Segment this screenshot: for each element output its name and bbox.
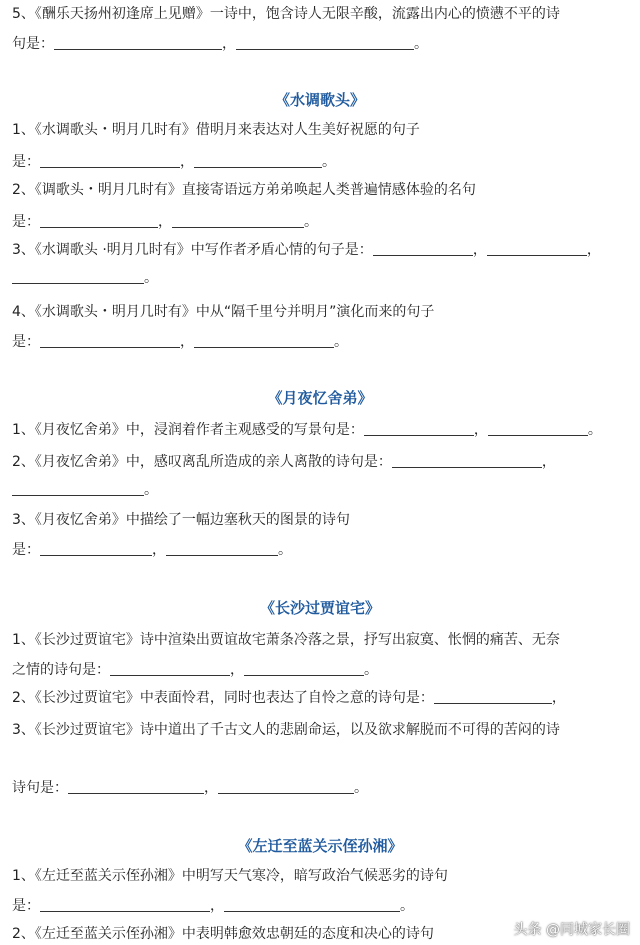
answer-line: 句是： ， 。 bbox=[12, 36, 428, 52]
blank[interactable] bbox=[68, 779, 204, 794]
answer-line: 是： ， 。 bbox=[12, 154, 336, 170]
question-text: 3、《水调歌头 ·明月几时有》中写作者矛盾心情的句子是： ， ， bbox=[12, 242, 601, 258]
question-text: 5、《酬乐天扬州初逢席上见赠》一诗中，饱含诗人无限辛酸，流露出内心的愤懑不平的诗 bbox=[12, 6, 560, 22]
blank[interactable] bbox=[40, 153, 180, 168]
blank[interactable] bbox=[487, 241, 587, 256]
question-text: 1、《左迁至蓝关示侄孙湘》中明写天气寒冷，暗写政治气候恶劣的诗句 bbox=[12, 868, 448, 884]
blank[interactable] bbox=[110, 661, 230, 676]
blank[interactable] bbox=[172, 213, 304, 228]
answer-line: 是： ， 。 bbox=[12, 214, 318, 230]
answer-line: 诗句是： ， 。 bbox=[12, 780, 368, 796]
question-text: 3、《月夜忆舍弟》中描绘了一幅边塞秋天的图景的诗句 bbox=[12, 512, 350, 528]
blank[interactable] bbox=[244, 661, 364, 676]
answer-line: 。 bbox=[12, 480, 158, 500]
blank[interactable] bbox=[224, 897, 400, 912]
blank[interactable] bbox=[373, 241, 473, 256]
blank[interactable] bbox=[12, 269, 144, 284]
section-title: 《月夜忆舍弟》 bbox=[267, 389, 373, 407]
blank[interactable] bbox=[40, 897, 210, 912]
blank[interactable] bbox=[364, 421, 474, 436]
question-text: 3、《长沙过贾谊宅》诗中道出了千古文人的悲剧命运，以及欲求解脱而不可得的苦闷的诗 bbox=[12, 722, 560, 738]
question-text: 2、《调歌头・明月几时有》直接寄语远方弟弟唤起人类普遍情感体验的名句 bbox=[12, 182, 476, 198]
question-text: 1、《月夜忆舍弟》中，浸润着作者主观感受的写景句是： ， 。 bbox=[12, 422, 602, 438]
blank[interactable] bbox=[434, 689, 552, 704]
blank[interactable] bbox=[40, 333, 180, 348]
blank[interactable] bbox=[488, 421, 588, 436]
answer-line: 是： ， 。 bbox=[12, 898, 414, 914]
section-title: 《水调歌头》 bbox=[274, 91, 365, 109]
blank[interactable] bbox=[194, 153, 322, 168]
blank[interactable] bbox=[218, 779, 354, 794]
blank[interactable] bbox=[392, 453, 542, 468]
blank[interactable] bbox=[40, 213, 158, 228]
question-text: 2、《月夜忆舍弟》中，感叹离乱所造成的亲人离散的诗句是： ， bbox=[12, 454, 556, 470]
question-text: 1、《水调歌头・明月几时有》借明月来表达对人生美好祝愿的句子 bbox=[12, 122, 420, 138]
blank[interactable] bbox=[40, 541, 152, 556]
section-title: 《左迁至蓝关示侄孙湘》 bbox=[237, 837, 403, 855]
question-text: 1、《长沙过贾谊宅》诗中渲染出贾谊故宅萧条冷落之景，抒写出寂寞、怅惘的痛苦、无奈 bbox=[12, 632, 560, 648]
watermark: 头条 @同城家长圈 bbox=[513, 922, 630, 938]
question-text: 4、《水调歌头・明月几时有》中从“隔千里兮并明月”演化而来的句子 bbox=[12, 304, 435, 320]
answer-line: 之情的诗句是： ， 。 bbox=[12, 662, 378, 678]
blank[interactable] bbox=[54, 35, 222, 50]
question-text: 2、《长沙过贾谊宅》中表面怜君，同时也表达了自怜之意的诗句是： ， bbox=[12, 690, 566, 706]
question-text: 2、《左迁至蓝关示侄孙湘》中表明韩愈效忠朝廷的态度和决心的诗句 bbox=[12, 926, 434, 942]
answer-line: 是： ， 。 bbox=[12, 542, 292, 558]
answer-line: 是： ， 。 bbox=[12, 334, 348, 350]
blank[interactable] bbox=[194, 333, 334, 348]
section-title: 《长沙过贾谊宅》 bbox=[259, 599, 380, 617]
blank[interactable] bbox=[236, 35, 414, 50]
blank[interactable] bbox=[166, 541, 278, 556]
blank[interactable] bbox=[12, 481, 144, 496]
answer-line: 。 bbox=[12, 268, 158, 288]
